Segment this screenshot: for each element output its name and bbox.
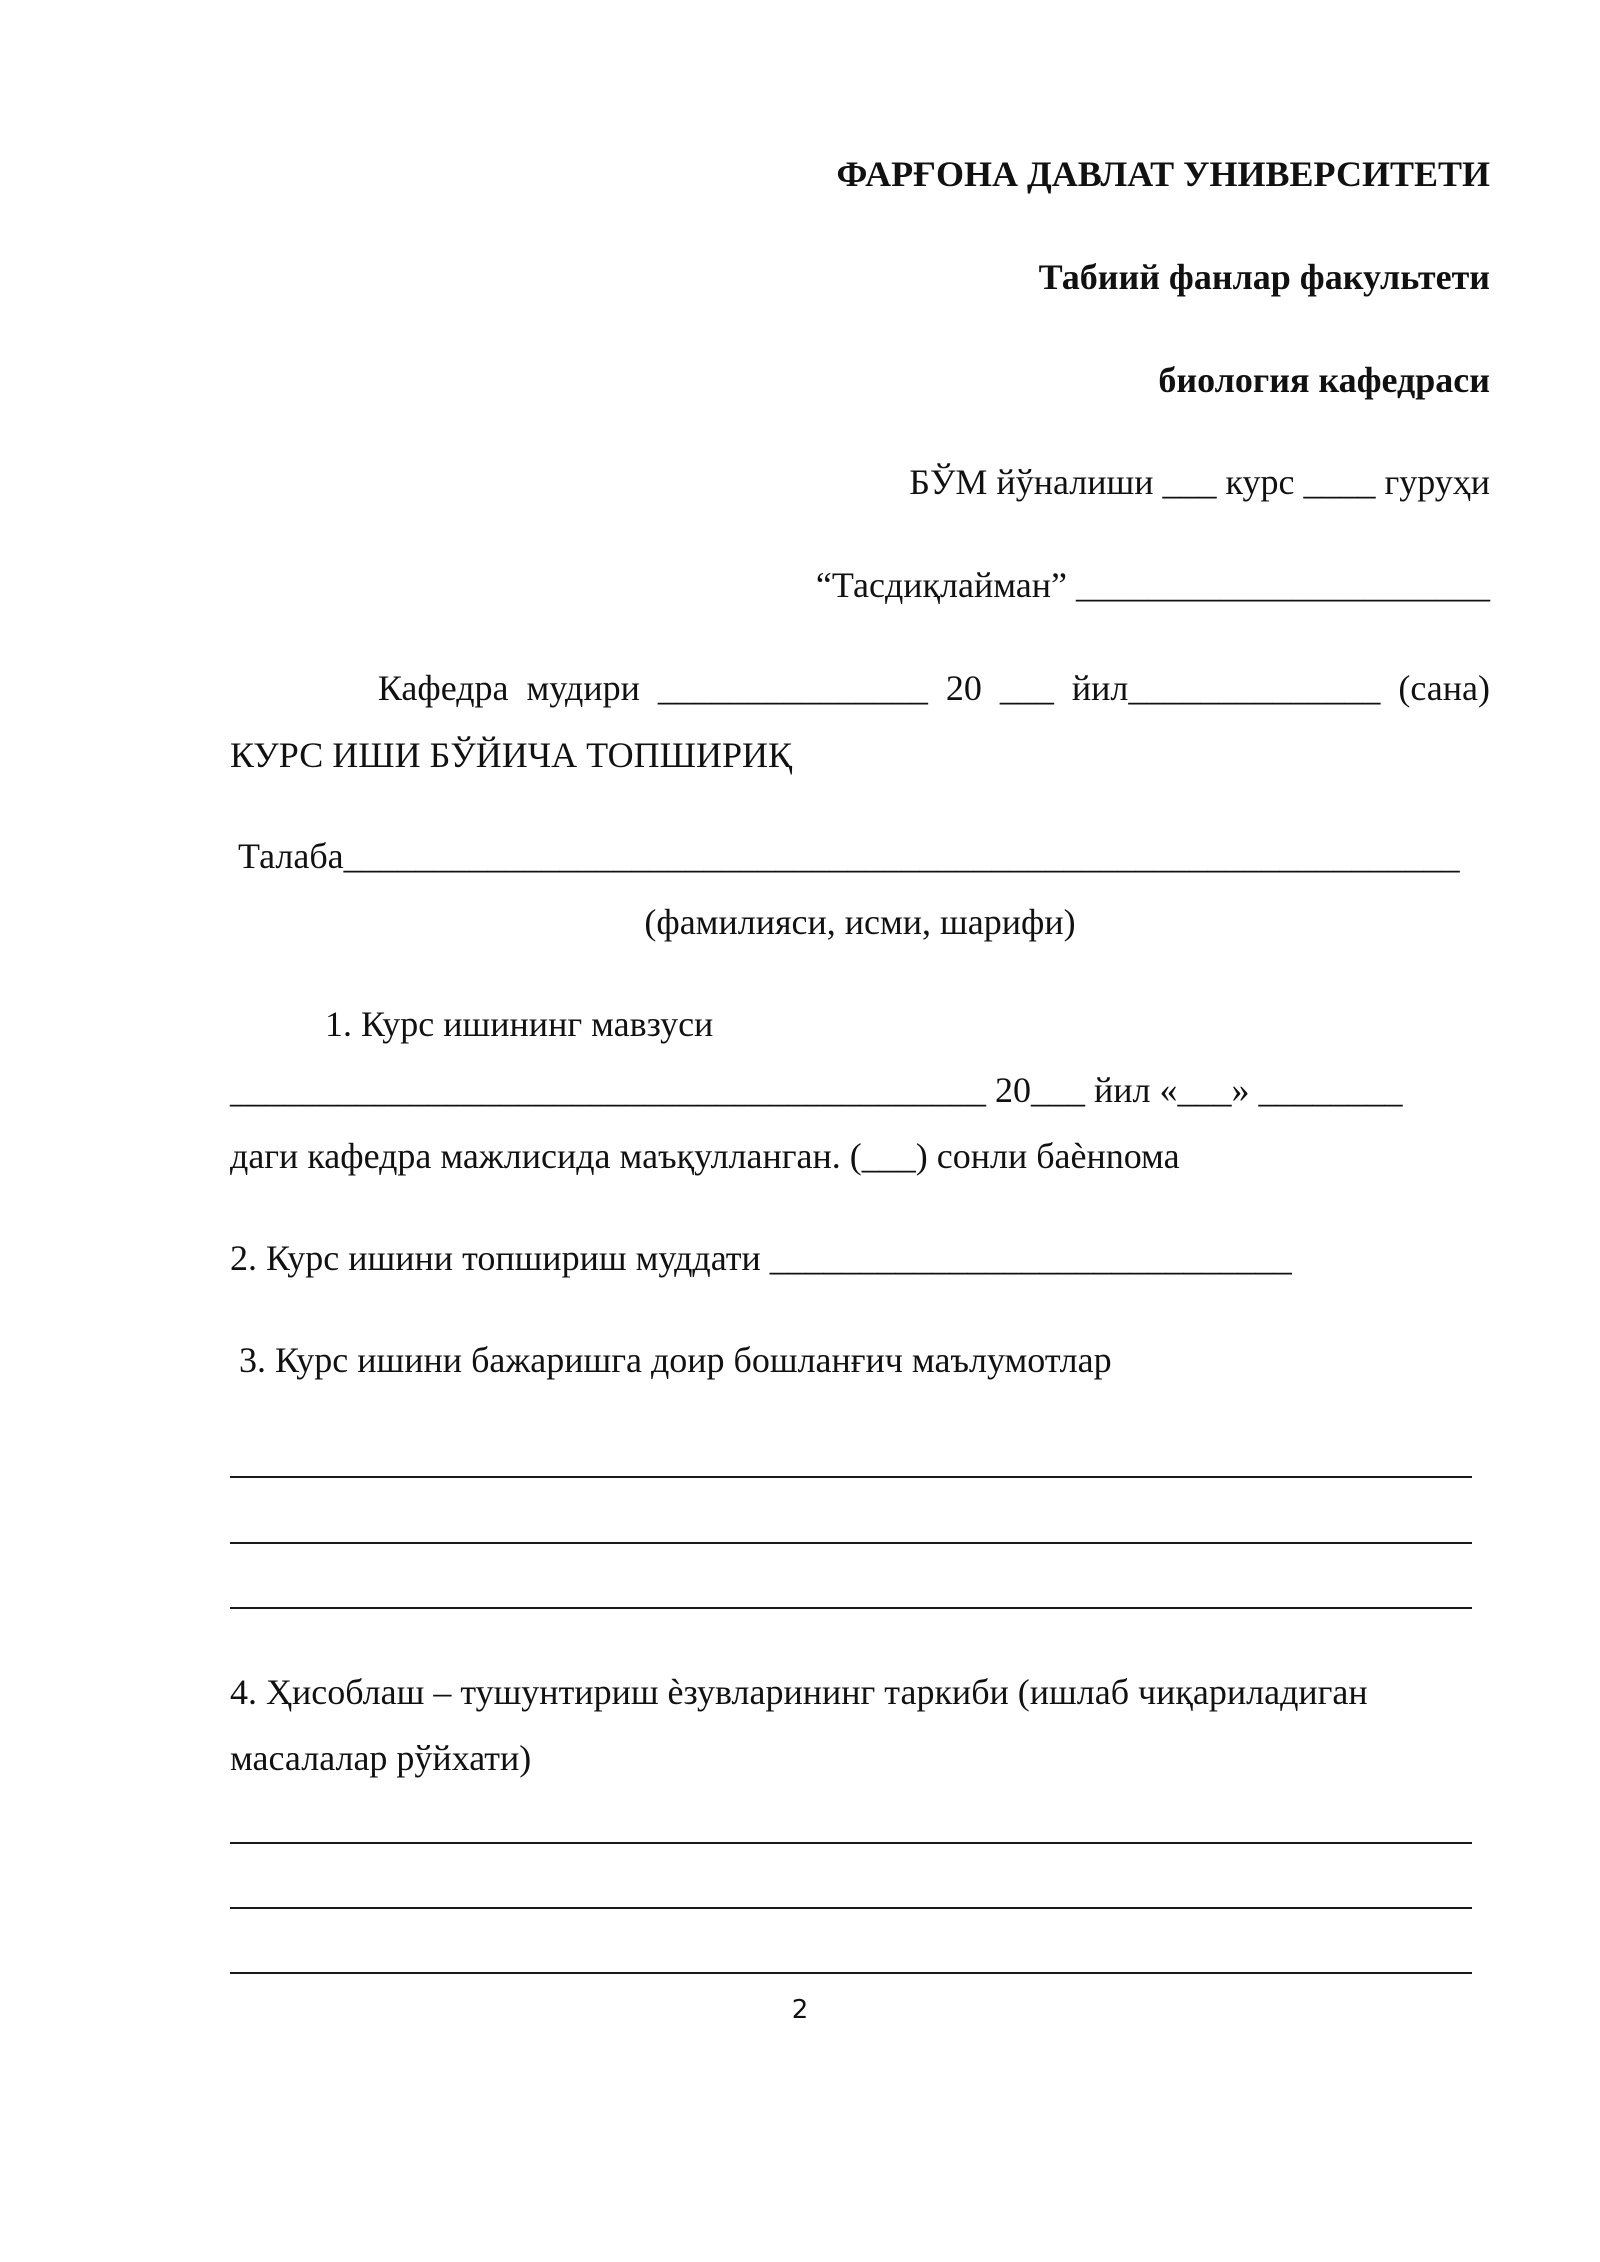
approval-line: “Тасдиқлайман” _______________________ [815,565,1490,605]
department-head-line: Кафедра мудири _______________ 20 ___ йил______________ (сана) [377,668,1490,708]
student-field-hint: (фамилияси, исми, шарифи) [644,902,1076,942]
item-3-blank-line-2 [230,1542,1472,1544]
item-3-blank-line-3 [230,1607,1472,1609]
university-name: ФАРҒОНА ДАВЛАТ УНИВЕРСИТЕТИ [836,154,1490,194]
page-number: 2 [791,1995,809,2025]
faculty-name: Табиий фанлар факультети [1038,257,1490,297]
direction-course-group: БЎМ йўналиши ___ курс ____ гуруҳи [909,462,1490,502]
item-3-label: 3. Курс ишини бажаришга доир бошланғич маълумотлар [230,1340,1112,1380]
item-1-note: даги кафедра мажлисида маъқулланган. (___) сонли баѐнnома [230,1136,1180,1176]
item-3-blank-line-1 [230,1476,1472,1478]
document-title: КУРС ИШИ БЎЙИЧА ТОПШИРИҚ [230,735,792,775]
item-4-blank-line-2 [230,1907,1472,1909]
item-4-blank-line-1 [230,1842,1472,1844]
item-4-label-line-2: масалалар рўйхати) [230,1738,532,1778]
item-2-deadline: 2. Курс ишини топшириш муддати _____________________________ [230,1238,1292,1278]
item-1-label: 1. Курс ишининг мавзуси [325,1004,714,1044]
item-4-label-line-1: 4. Ҳисоблаш – тушунтириш ѐзувларининг таркиби (ишлаб чиқариладиган [230,1672,1368,1712]
department-name: биология кафедраси [1158,360,1490,400]
item-4-blank-line-3 [230,1972,1472,1974]
student-field: Талаба______________________________________________________________ [238,836,1460,876]
item-1-blank-line: __________________________________________ 20___ йил «___» ________ [230,1070,1403,1110]
